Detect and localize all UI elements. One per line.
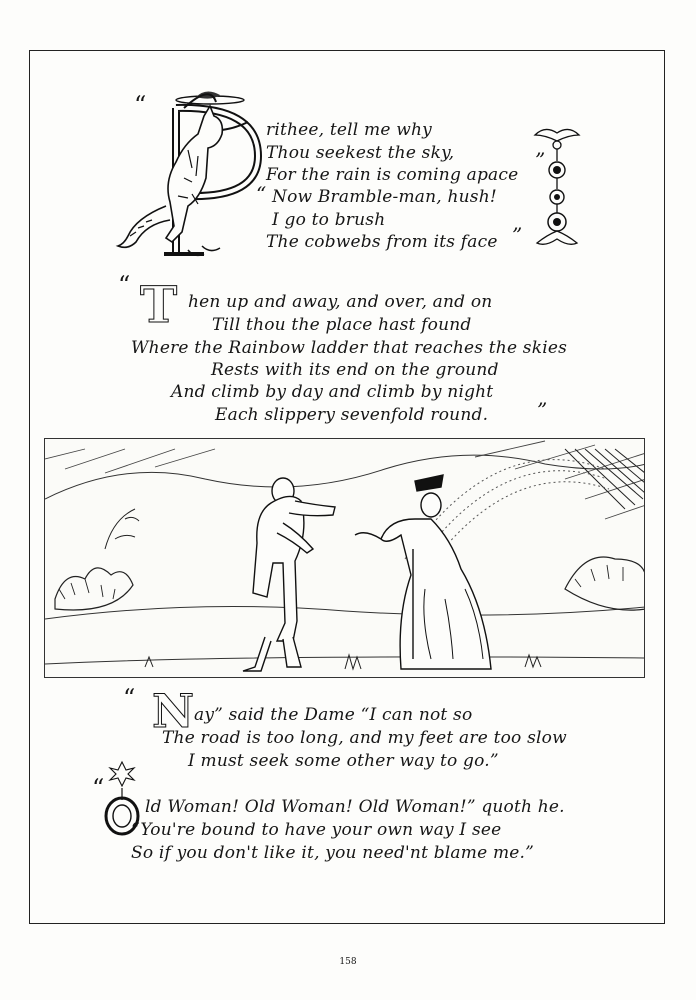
stanza-4-line-3: So if you don't like it, you need'nt blame me.” <box>131 843 535 863</box>
page-number: 158 <box>339 957 357 967</box>
stanza-2-line-5: And climb by day and climb by night <box>171 382 494 402</box>
stanza-3-open-quote: “ <box>123 684 136 712</box>
stanza-1-line-5: I go to brush <box>272 210 386 230</box>
stanza-1-line-6: The cobwebs from its face <box>266 232 498 252</box>
floral-ornament <box>532 125 582 250</box>
stanza-3-drop-cap: N <box>152 684 195 738</box>
stanza-4-open-quote: “ <box>92 774 105 802</box>
stanza-3-line-3: I must seek some other way to go.” <box>188 751 499 771</box>
stanza-2-line-1: hen up and away, and over, and on <box>188 292 493 312</box>
stanza-1-inner-open-quote: “ <box>256 182 267 206</box>
stanza-1-close-quote-b: ” <box>512 223 523 247</box>
stanza-3-line-2: The road is too long, and my feet are too slow <box>162 728 567 748</box>
stanza-2-drop-cap: T <box>140 275 178 334</box>
stanza-2-open-quote: “ <box>118 271 131 299</box>
stanza-1-line-3: For the rain is coming apace <box>266 165 519 185</box>
stanza-1-close-quote-a: ” <box>535 148 546 172</box>
stanza-4-line-1: ld Woman! Old Woman! Old Woman!” quoth he. <box>145 797 565 817</box>
stanza-1-line-4: Now Bramble-man, hush! <box>272 187 497 207</box>
stanza-2-close-quote: ” <box>537 398 548 422</box>
stanza-2-line-6: Each slippery sevenfold round. <box>215 405 489 425</box>
dame-and-bramble-man-illustration <box>44 438 645 678</box>
stanza-1-line-1: rithee, tell me why <box>266 120 432 140</box>
cat-drop-cap-illustration <box>118 86 268 271</box>
stanza-3-line-1: ay” said the Dame “I can not so <box>194 705 473 725</box>
stanza-1-line-2: Thou seekest the sky, <box>266 143 455 163</box>
stanza-2-line-2: Till thou the place hast found <box>212 315 472 335</box>
stanza-4-line-2: “You're bound to have your own way I see <box>131 820 502 840</box>
stanza-2-line-4: Rests with its end on the ground <box>211 360 499 380</box>
stanza-2-line-3: Where the Rainbow ladder that reaches the skies <box>131 338 568 358</box>
stanza-1-open-quote: “ <box>134 91 147 119</box>
